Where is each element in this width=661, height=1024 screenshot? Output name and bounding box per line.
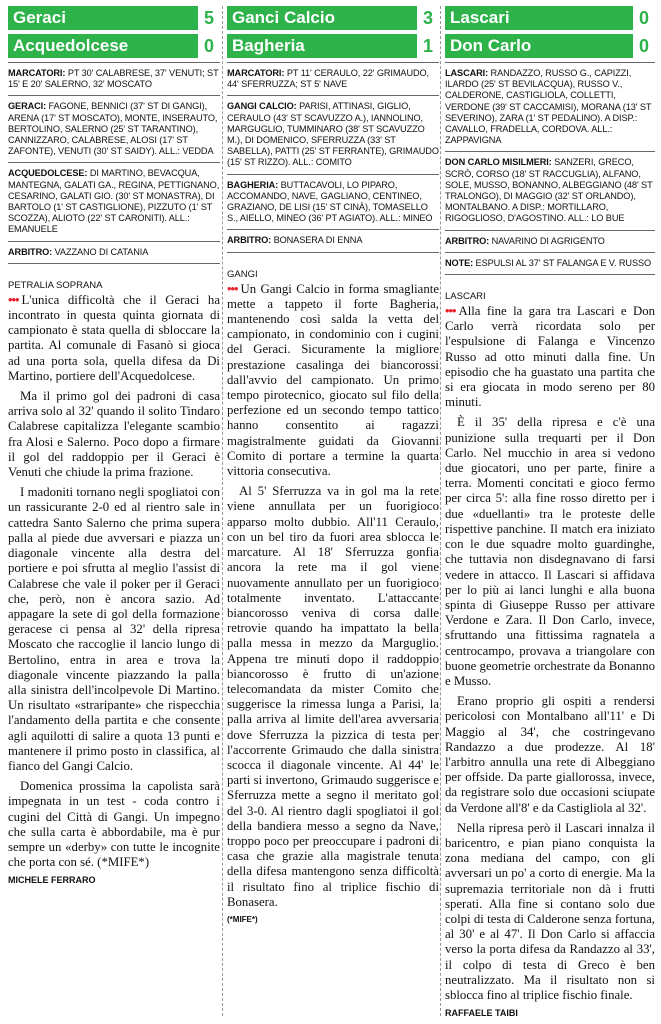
article-column-lascari <box>445 6 655 1018</box>
lineup-home: GANGI CALCIO: PARISI, ATTINASI, GIGLIO, CERAULO (43' ST SCAVUZZO A.), IANNOLINO, MARGUGLIO, TUMMINARO (38' ST SCAVUZZO M.), DI DOMENICO, SFERRUZZA (33' ST SABELLA), PATTI (25' ST FERRANTE), GRIMAUDO (15' ST RIZZO). ALL.: COMITO <box>227 101 439 168</box>
scorers-block: MARCATORI: PT 30' CALABRESE, 37' VENUTI; ST 15' E 20' SALERNO, 32' MOSCATO <box>8 68 219 90</box>
team-home-name: Geraci <box>13 8 66 27</box>
author-signature: MICHELE FERRARO <box>8 875 96 886</box>
author-signature: RAFFAELE TAIBI <box>445 1008 518 1019</box>
paragraph: ••• Alla fine la gara tra Lascari e Don Carlo verrà ricordata solo per l'espulsione di Falanga e Vincenzo Russo ad otto minuti dalla fine. Un episodio che ha guastato una partita che si era giocata in modo sereno per 80 minuti. <box>445 304 655 410</box>
dateline: GANGI <box>227 268 258 280</box>
team-home-score: 5 <box>198 6 220 30</box>
match-sheet <box>227 62 439 253</box>
lineup-away: BAGHERIA: BUTTACAVOLI, LO PIPARO, ACCOMANDO, NAVE, GAGLIANO, CENTINEO, GRAZIANO, DE LISI (15' ST CINÀ), TOMASELLO S., AIELLO, MINEO (36' PT AGIATO). ALL.: MINEO <box>227 179 433 224</box>
bullet-dots-icon: ••• <box>227 281 238 296</box>
lineup-home: LASCARI: RANDAZZO, RUSSO G., CAPIZZI, ILARDO (25' ST BEVILACQUA), RUSSO V., CALDERONE, CASTIGLIOLA, COLLETTI, VERDONE (39' ST CACCAMISI), MORANA (13' ST SEVERINO), ZARA (1' ST PEDALINO). A DISP.: CAVALLO, FRADELLA, CORDOVA. ALL.: ZAPPAVIGNA <box>445 68 652 146</box>
referee-block: ARBITRO: BONASERA DI ENNA <box>227 235 363 246</box>
article-body <box>445 304 655 1003</box>
lineup-away: ACQUEDOLCESE: DI MARTINO, BEVACQUA, MANTEGNA, GALATI GA., REGINA, PETTIGNANO, CESARINO, GALATI GIO. (30' ST MONASTRA), DI BARTOLO (1' ST CASTIGLIONE), PIZZUTO (1' ST SCOZZA), ALIOTO (22' ST CARONITI). ALL.: EMANUELE <box>8 168 220 235</box>
match-sheet <box>8 62 220 264</box>
paragraph: Domenica prossima la capolista sarà impegnata in un test - coda contro i cugini del Città di Gangi. Un impegno che sulla carta è abbordabile, ma è pur sempre un «derby» con tutte le incognite che porta con sé. (*MIFE*) <box>8 779 220 870</box>
team-away-name: Don Carlo <box>450 36 532 55</box>
notes-block: NOTE: ESPULSI AL 37' ST FALANGA E V. RUSSO <box>445 257 652 268</box>
match-sheet <box>445 62 655 275</box>
team-away-header <box>8 34 220 58</box>
paragraph: Al 5' Sferruzza va in gol ma la rete viene annullata per un fuorigioco apparso molto dubbio. All'11 Ceraulo, con un bel tiro da fuori area sblocca le marcature. Al 18' Sferruzza gonfia ancora la rete ma il gol viene nuovamente annullato per un fuorigioco totalmente inventato. L'attaccante biancorosso veniva di corsa dalle retrovie quando ha impattato la bella palla messa in mezzo da Marguglio. Appena tre minuti dopo il raddoppio biancorosso è frutto di un'azione telecomandata da mister Comito che suggerisce la rimessa lunga a Parisi, la palla arriva al limite dell'area avversaria dove Sferruzza la pizzica di testa per l'accorrente Grimaudo che dalla sinistra scocca il diagonale vincente. Al 44' le parti si invertono, Grimaudo suggerisce e Sferruzza mette a segno il meritato gol del 3-0. Al rientro dagli spogliatoi il gol della bandiera messo a segno da Nave, troppo poco per preoccupare i padroni di casa che grazie alla magistrale tenuta della difesa mantengono senza difficoltà il risultato fino al triplice fischio di Bonasera. <box>227 484 439 909</box>
lineup-home: GERACI: FAGONE, BENNICI (37' ST DI GANGI), ARENA (17' ST MOSCATO), MONTE, INSERAUTO, BERTOLINO, SALERNO (25' ST TARANTINO), CANNIZZARO, CALABRESE, ALOSI (17' ST ZAFONTE), VENUTI (30' ST SAIDY). ALL.: VEDDA <box>8 101 218 157</box>
bullet-dots-icon: ••• <box>8 292 19 307</box>
author-signature: (*MIFE*) <box>227 914 258 924</box>
paragraph: ••• L'unica difficoltà che il Geraci ha incontrato in questa quinta giornata di campionato è stata quella di sbloccare la partita. Al comunale di Fasanò si gioca ad una porta sola, quella difesa da Di Martino, portiere dell'Acquedolcese. <box>8 292 220 383</box>
team-away-score: 1 <box>417 34 439 58</box>
article-body <box>8 293 220 871</box>
paragraph: È il 35' della ripresa e c'è una punizione sulla trequarti per il Don Carlo. Nel mucchio in area si vedono due giocatori, uno per parte, finire a terra. Momenti concitati e gioco fermo per circa 5': alla fine rosso diretto per i due «duellanti» tra le proteste delle rispettive panchine. Il match era iniziato con le due squadre molto guardinghe, che tuttavia non disdegnavano di farsi vedere in attacco. Il Lascari si affidava per lo più ai lanci lunghi e alla buona spinta di Giuseppe Russo per attivare Verdone e Zara. Il Don Carlo, invece, sfruttando una fittissima ragnatela a centrocampo, provava a triangolare con buone geometrie orchestrate da Bonanno e Musso. <box>445 415 655 688</box>
article-body <box>227 282 439 910</box>
team-home-score: 3 <box>417 6 439 30</box>
referee-block: ARBITRO: NAVARINO DI AGRIGENTO <box>445 235 605 246</box>
team-away-name: Acquedolcese <box>13 36 129 55</box>
team-home-name: Ganci Calcio <box>232 8 335 27</box>
paragraph: ••• Un Gangi Calcio in forma smagliante mette a tappeto il forte Bagheria, mantenendo così salda la vetta del campionato, in condominio con i cugini del Geraci. Sicuramente la migliore prestazione casalinga dei biancorossi dall'avvio del campionato. Un primo tempo pirotecnico, giocato sul filo della perfezione ed un secondo tempo tattico hanno consentito ai ragazzi magistralmente guidati da Giovanni Comito di portare a termine la quarta vittoria consecutiva. <box>227 281 439 479</box>
team-home-header <box>8 6 220 30</box>
referee-block: ARBITRO: VAZZANO DI CATANIA <box>8 246 149 257</box>
team-away-header <box>227 34 439 58</box>
team-away-score: 0 <box>198 34 220 58</box>
article-column-geraci <box>8 6 220 885</box>
team-home-name: Lascari <box>450 8 510 27</box>
article-column-gangi <box>227 6 439 924</box>
team-away-score: 0 <box>633 34 655 58</box>
team-away-name: Bagheria <box>232 36 305 55</box>
team-home-score: 0 <box>633 6 655 30</box>
team-home-header <box>445 6 655 30</box>
lineup-away: DON CARLO MISILMERI: SANZERI, GRECO, SCRÒ, CORSO (18' ST RACCUGLIA), ALFANO, SOLE, MUSSO, BONANNO, ALBEGGIANO (48' ST TRALONGO), DI MAGGIO (32' ST ORLANDO), MONTALBANO. A DISP.: MORTILLARO, RIGOGLIOSO, D'AGOSTINO. ALL.: LO BUE <box>445 157 653 224</box>
paragraph: I madoniti tornano negli spogliatoi con un rassicurante 2-0 ed al rientro sale in cattedra Santo Salerno che prima supera palla al piede due avversari e piazza un diagonale vincente alla destra del portiere e poi sfrutta al meglio l'assist di Calabrese che vale il poker per il Geraci che, però, non è ancora sazio. Ad appagare la sete di gol della formazione geracese ci pensa al 32' della ripresa Moscato che raccoglie il lancio lungo di Bertolino, entra in area e trova la diagonale vincente piazzando la palla alla sinistra dell'incolpevole Di Martino. Un risultato «straripante» che rispecchia l'andamento della partita e che consente agli aquilotti di salire a quota 13 punti e mantenere il primo posto in classifica, al fianco del Gangi Calcio. <box>8 485 220 773</box>
bullet-dots-icon: ••• <box>445 304 456 319</box>
paragraph: Ma il primo gol dei padroni di casa arriva solo al 32' quando il solito Tindaro Calabrese capitalizza l'elegante scambio fra Alosi e Salerno. Poco dopo a firmare il gol del raddoppio per il Geraci è Venuti che chiude la prima frazione. <box>8 389 220 480</box>
paragraph: Erano proprio gli ospiti a rendersi pericolosi con Montalbano all'11' e Di Maggio al 34', che costringevano Randazzo a due prodezze. Al 18' l'arbitro annulla una rete di Albeggiano per offside. Da parte giallorossa, invece, da registrare solo due occasioni sciupate da Verdone all'8' e da Castigliola al 32'. <box>445 694 655 815</box>
scorers-block: MARCATORI: PT 11' CERAULO, 22' GRIMAUDO, 44' SFERRUZZA; ST 5' NAVE <box>227 68 430 90</box>
paragraph: Nella ripresa però il Lascari innalza il baricentro, e pian piano conquista la zona mediana del campo, con gli avversari un po' a corto di energie. Ma la supremazia territoriale non dà i frutti sperati. Alla fine si contano solo due colpi di testa di Calderone senza fortuna, al 30' e al 47'. Il Don Carlo si affaccia verso la porta difesa da Randazzo al 33', il colpo di testa di Greco è ben neutralizzato. Ma il risultato non si sblocca fino al triplice fischio finale. <box>445 820 655 1002</box>
team-away-header <box>445 34 655 58</box>
dateline: LASCARI <box>445 291 486 303</box>
dateline: PETRALIA SOPRANA <box>8 279 103 291</box>
team-home-header <box>227 6 439 30</box>
